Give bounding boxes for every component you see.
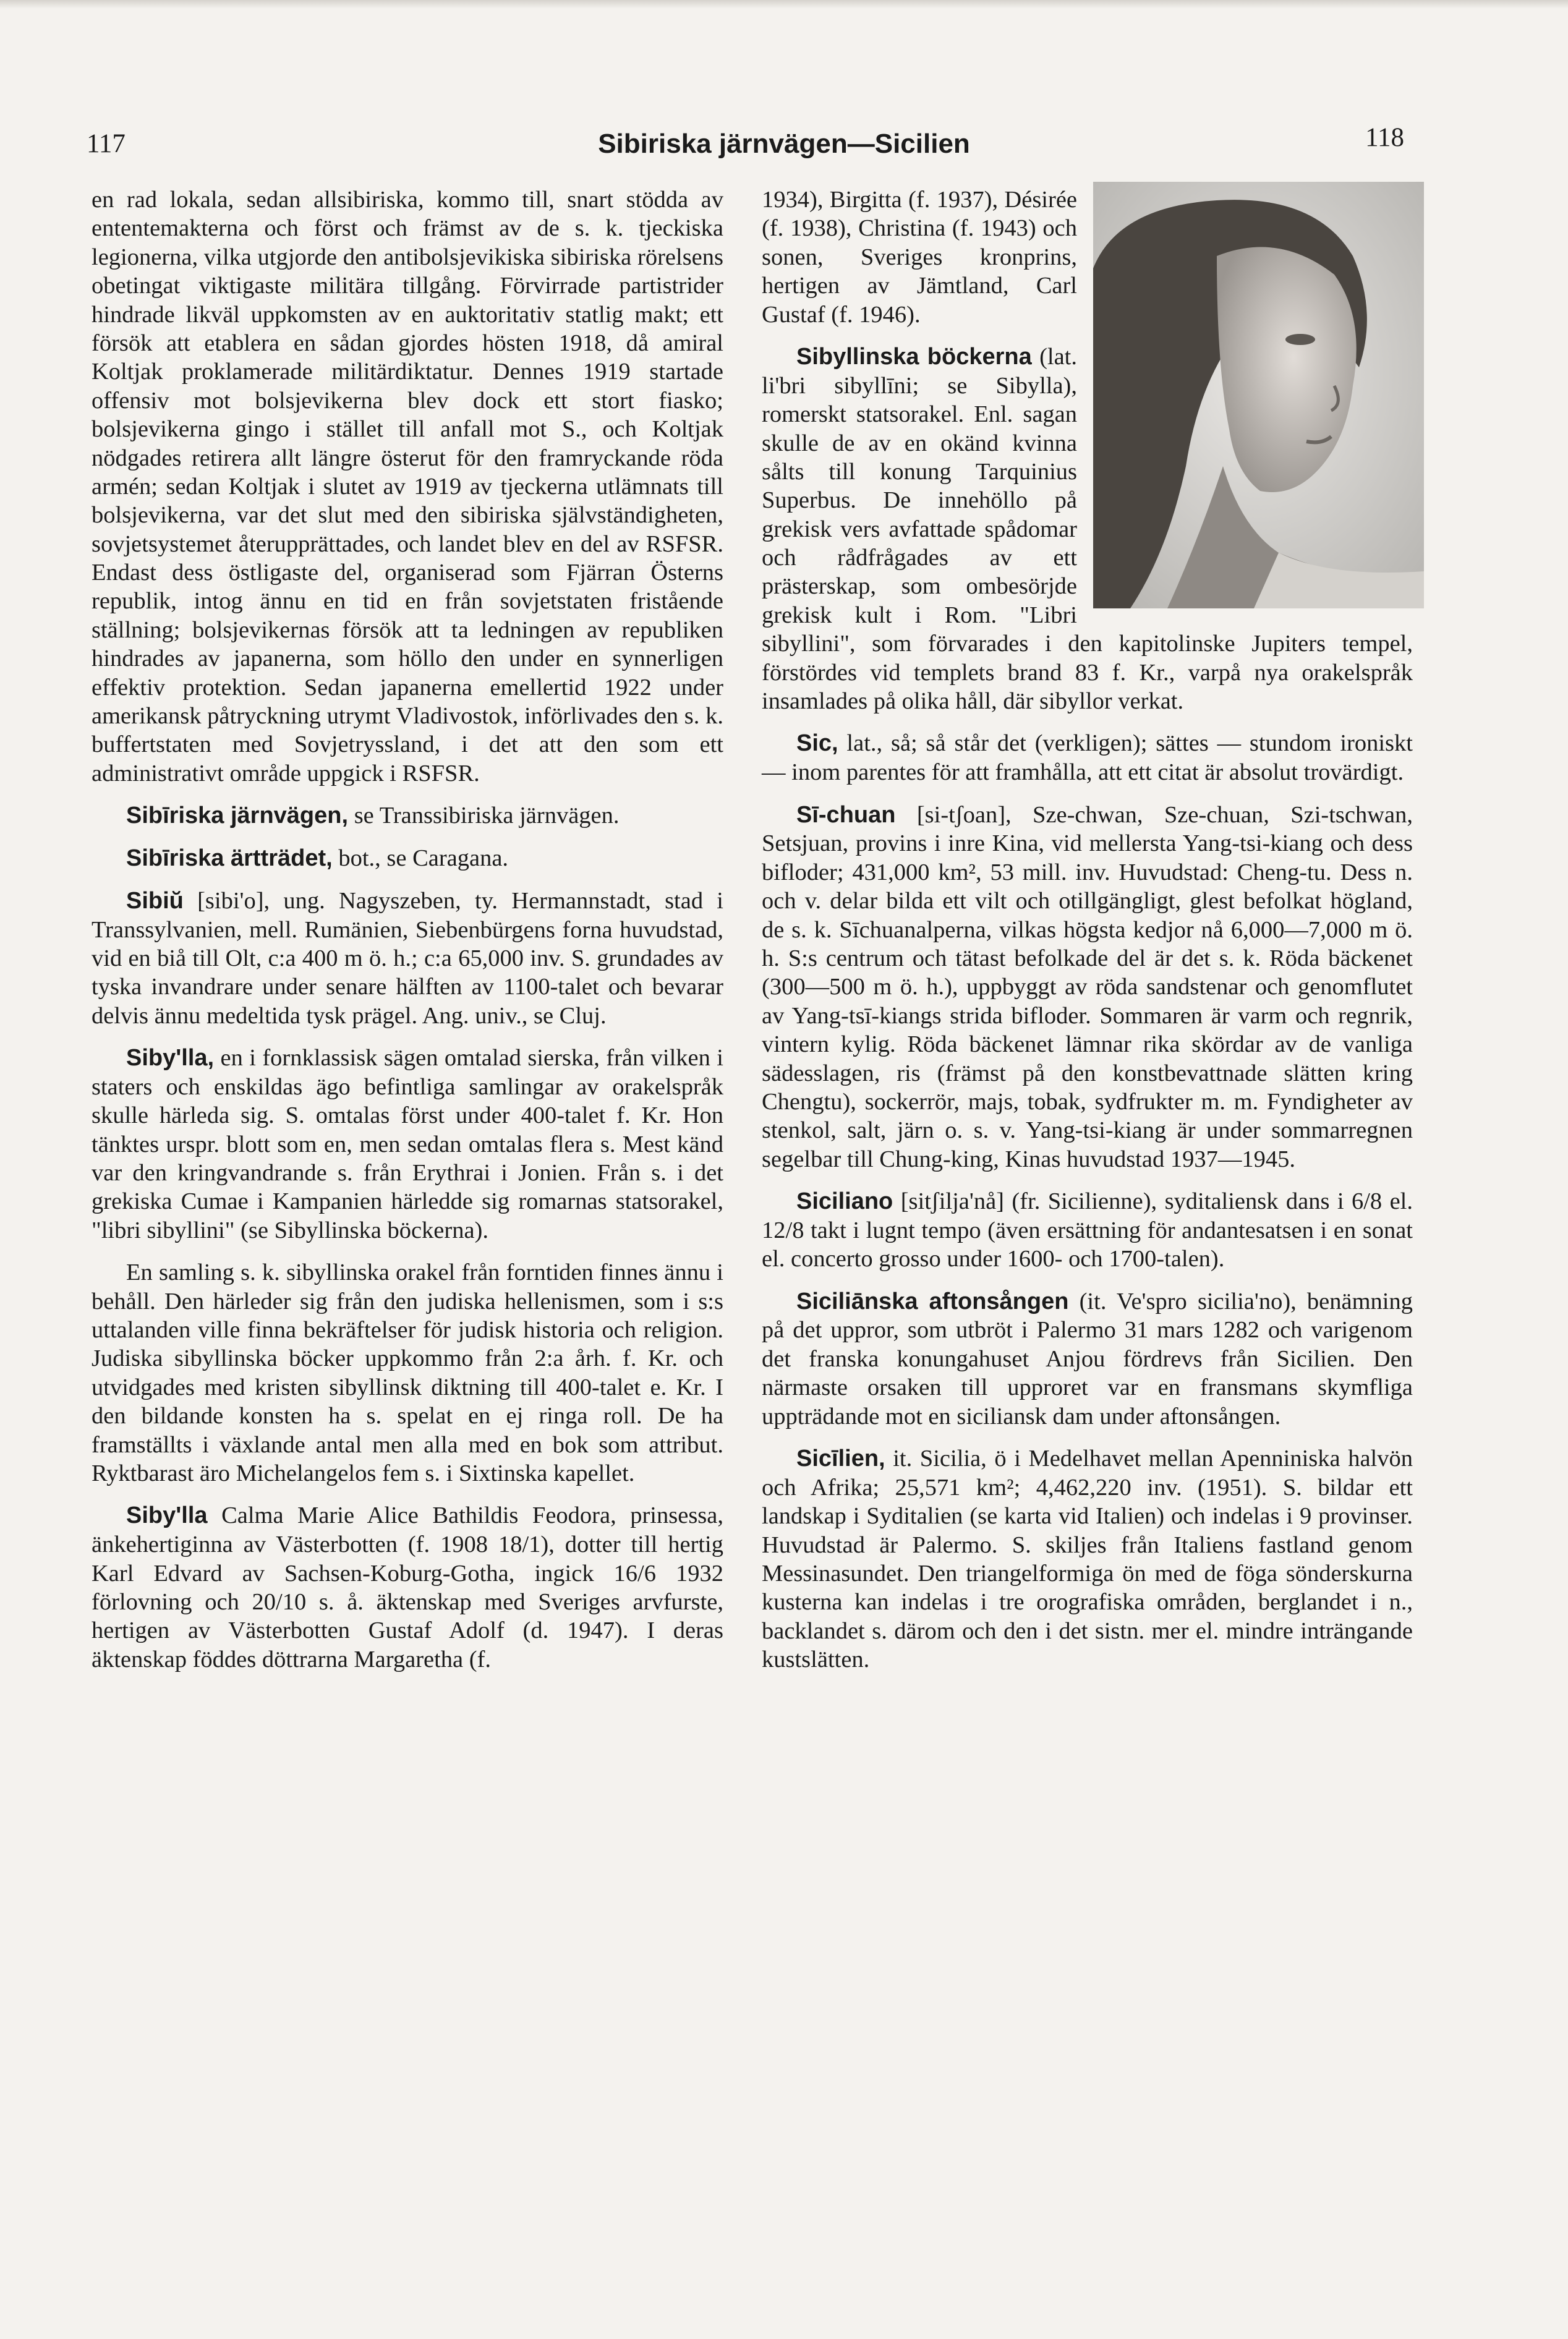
entry-siciliano <box>762 1187 1413 1274</box>
entry-sic <box>762 729 1413 786</box>
entry-text: [si-tʃoan], Sze-chwan, Sze-chuan, Szi-tschwan, Setsjuan, provins i inre Kina, vid mellersta Yang-tsi-kiang och dess bifloder; 431,000 km², 53 mill. inv. Huvudstad: Cheng-tu. Dess n. och v. delar bilda ett vilt och otillgängligt, glest befolkat högland, de s. k. Sīchuanalperna, vilkas högsta kedjor nå 6,000—7,000 m ö. h. S:s centrum och tätast befolkade del är det s. k. Röda bäckenet (300—500 m ö. h.), uppbyggt av röda sandstenar och genomflutet av Yang-tsī-kiangs strida bifloder. Sommaren är varm och regnrik, vintern kylig. Röda bäckenet lämnar rika skördar av de vanliga sädesslagen, ris (främst på den konstbevattnade slätten kring Chengtu), sockerrör, majs, tobak, sydfrukter m. m. Fyndigheter av stenkol, salt, järn o. s. v. Yang-tsi-kiang är under sommarregnen segelbar till Chung-king, Kinas huvudstad 1937—1945. <box>762 801 1413 1172</box>
entry-sibiriska-arttradet <box>92 844 723 873</box>
scan-edge <box>0 0 1568 9</box>
entry-text: (it. Ve'spro sicilia'no), benämning på det uppror, som utbröt i Palermo 31 mars 1282 och varigenom det franska konungahuset Anjou fördrevs från Sicilien. Den närmaste orsaken till upproret var en fransmans skymfliga uppträdande mot en siciliansk dam under aftonsången. <box>762 1288 1413 1429</box>
portrait-photo <box>1093 182 1424 608</box>
entry-headword: Sī-chuan <box>796 801 896 828</box>
continuation-text: en rad lokala, sedan allsibiriska, kommo till, snart stödda av ententemakterna och först och främst av de s. k. tjeckiska legionerna, vilka utgjorde den antibolsjevikiska sibiriska rörelsens obetingat viktigaste militära tillgång. Förvirrade partistrider hindrade likväl uppkomsten av en auktoritativ statlig makt; ett försök att etablera en sådan gjordes hösten 1918, då amiral Koltjak proklamerade militärdiktatur. Dennes 1919 startade offensiv mot bolsjevikerna blev dock ett stort fiasko; bolsjevikerna gingo i stället till anfall mot S., och Koltjak nödgades retirera allt längre österut för den framryckande röda armén; sedan Koltjak i slutet av 1919 av tjeckerna utlämnats till bolsjevikerna, var det slut med den sibiriska självständigheten, sovjetsystemet återupprättades, och landet blev en del av RSFSR. Endast dess östligaste del, organiserad som Fjärran Österns republik, intog ännu en tid en från sovjetstaten fristående ställning; bolsjevikernas försök att ta ledningen av republiken hindrades av japanerna, som höllo den under en synnerligen effektiv protektion. Sedan japanerna emellertid 1922 under amerikansk påtryckning utrymt Vladivostok, införlivades den s. k. buffertstaten med Sovjetryssland, i det att den som ett administrativt område uppgick i RSFSR. <box>92 187 723 786</box>
entry-text: bot., se Caragana. <box>332 845 509 871</box>
left-column <box>92 185 723 1674</box>
entry-text: it. Sicilia, ö i Medelhavet mellan Apenniniska halvön och Afrika; 25,571 km²; 4,462,220 inv. (1951). S. bildar ett landskap i Syditalien (se karta vid Italien) och indelas i 9 provinser. Huvudstad är Palermo. S. skiljes från Italiens fastland genom Messinasundet. Den triangelformiga ön med de föga sönderskurna kusterna kan indelas i tre orografiska områden, berglandet i n., backlandet s. därom och den i det sistn. mer el. mindre inträngande kustslätten. <box>762 1445 1413 1673</box>
entry-sibiu <box>92 887 723 1030</box>
entry-headword: Siby'lla, <box>126 1045 215 1072</box>
sibylla-paragraph: En samling s. k. sibyllinska orakel från forntiden finnes ännu i behåll. Den härleder sig från den judiska hellenismen, som i s:s uttalanden ville finna bekräftelser för judisk historia och religion. Judiska sibyllinska böcker uppkommo från 2:a årh. f. Kr. och utvidgades med kristen sibyllinsk diktning till 400-talet e. Kr. I den bildande konsten ha s. spelat en ej ringa roll. De ha framställts i växlande antal men alla med en bok som attribut. Ryktbarast äro Michelangelos fem s. i Sixtinska kapellet. <box>92 1259 723 1486</box>
page-number-left: 117 <box>87 129 126 158</box>
entry-sibiriska-jarnvagen <box>92 801 723 830</box>
entry-text: [sibi'o], ung. Nagyszeben, ty. Hermannstadt, stad i Transsylvanien, mell. Rumänien, Siebenbürgens forna huvudstad, vid en biå till Olt, c:a 400 m ö. h.; c:a 65,000 inv. S. grundades av tyska invandrare under senare hälften av 1100-talet och bevarar delvis ännu medeltida tysk prägel. Ang. univ., se Cluj. <box>92 887 723 1029</box>
entry-text: en i fornklassisk sägen omtalad sierska, från vilken i staters och enskildas ägo befintliga samlingar av orakelspråk skulle härleda sig. S. omtalas först under 400-talet f. Kr. Hon tänktes urspr. blott som en, men sedan omtalas flera s. Mest känd var den kringvandrande s. från Erythrai i Jonien. Från s. i det grekiska Cumae i Kampanien härledde sig romarnas statsorakel, "libri sibyllini" (se Sibyllinska böckerna). <box>92 1045 723 1243</box>
entry-sicilien <box>762 1444 1413 1674</box>
entry-text: [sitʃilja'nå] (fr. Sicilienne), syditaliensk dans i 6/8 el. 12/8 takt i lugnt tempo (även ersättning för andantesatsen i en sonat el. concerto grosso under 1600- och 1700-talen). <box>762 1188 1413 1272</box>
entry-text: Calma Marie Alice Bathildis Feodora, prinsessa, änkehertiginna av Västerbotten (f. 1908 18/1), dotter till hertig Karl Edvard av Sachsen-Koburg-Gotha, ingick 16/6 1932 förlovning och 20/10 s. å. äktenskap med Sveriges arvfurste, hertigen av Västerbotten Gustaf Adolf (d. 1947). I deras äktenskap föddes döttrarna Margaretha (f. <box>92 1502 723 1672</box>
entry-headword: Sic, <box>796 730 838 757</box>
entry-sibylla <box>92 1044 723 1245</box>
entry-text: (lat. li'bri sibyllīni; se Sibylla), romerskt statsorakel. Enl. sagan skulle de av en okänd kvinna sålts till konung Tarquinius Superbus. De innehöllo på grekisk vers avfattade spådomar och rådfrågades av ett prästerskap, som ombesörjde grekisk kult i Rom. "Libri sibyllini", som förvarades i den kapitolinske Jupiters tempel, förstördes vid templets brand 83 f. Kr., varpå nya orakelspråk insamlades på olika håll, där sibyllor verkat. <box>762 343 1413 715</box>
continuation-text: 1934), Birgitta (f. 1937), Désirée (f. 1938), Christina (f. 1943) och sonen, Sveriges kronprins, hertigen av Jämtland, Carl Gustaf (f. 1946). <box>762 187 1077 328</box>
entry-headword: Sibiŭ <box>126 887 184 914</box>
running-head: Sibiriska järnvägen—Sicilien <box>598 129 970 159</box>
entry-headword: Siciliānska aftonsången <box>796 1288 1069 1314</box>
entry-headword: Siciliano <box>796 1188 893 1215</box>
entry-sibylla-calma <box>92 1501 723 1674</box>
entry-headword: Siby'lla <box>126 1502 208 1529</box>
entry-headword: Sibīriska ärtträdet, <box>126 845 333 871</box>
entry-headword: Sibyllinska böckerna <box>796 343 1032 370</box>
right-column <box>762 185 1413 1674</box>
page-number-right: 118 <box>1365 123 1404 152</box>
entry-headword: Sibīriska järnvägen, <box>126 803 349 829</box>
entry-text: lat., så; så står det (verkligen); sättes — stundom ironiskt — inom parentes för att framhålla, att ett citat är absolut trovärdigt. <box>762 730 1413 786</box>
entry-sicilianska-aftonsangen <box>762 1287 1413 1431</box>
entry-text: se Transsibiriska järnvägen. <box>348 803 620 829</box>
entry-si-chuan <box>762 801 1413 1174</box>
entry-headword: Sicīlien, <box>796 1445 885 1472</box>
